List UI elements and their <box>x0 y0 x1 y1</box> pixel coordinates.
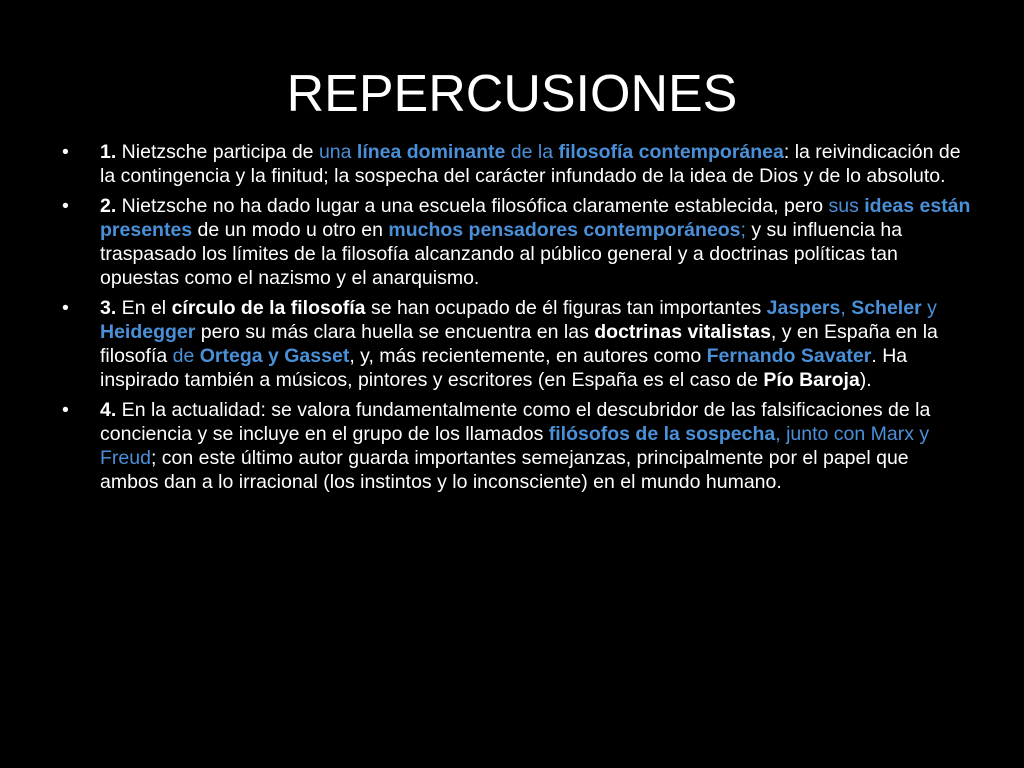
bullet-dot-icon: • <box>62 297 69 319</box>
text-segment: Nietzsche participa de <box>116 141 319 163</box>
highlight-term: muchos pensadores contemporáneos <box>388 219 741 241</box>
bullet-number: 1. <box>100 141 117 163</box>
text-segment: Nietzsche no ha dado lugar a una escuela filosófica claramente establecida, pero <box>116 195 829 217</box>
bullet-text <box>100 399 930 493</box>
bold-term: Pío Baroja <box>763 369 860 391</box>
bullet-text <box>100 141 961 187</box>
bullet-dot-icon: • <box>62 141 69 163</box>
text-segment: En el <box>116 297 172 319</box>
bullet-dot-icon: • <box>62 399 69 421</box>
highlight-term: Fernando Savater <box>706 345 872 367</box>
highlight-segment: ; <box>740 219 746 241</box>
bullet-number: 2. <box>100 195 117 217</box>
bullet-number: 4. <box>100 399 117 421</box>
bullet-number: 3. <box>100 297 117 319</box>
highlight-segment: una <box>318 141 357 163</box>
bold-term: círculo de la filosofía <box>171 297 366 319</box>
bullet-list <box>62 140 972 500</box>
highlight-term: ideas están presentes <box>100 195 971 241</box>
highlight-segment: , junto con Marx y Freud <box>100 423 930 469</box>
bullet-item-2 <box>62 194 972 290</box>
bullet-dot-icon: • <box>62 195 69 217</box>
text-segment: se han ocupado de él figuras tan importantes <box>365 297 767 319</box>
bold-term: doctrinas vitalistas <box>594 321 771 343</box>
text-segment: pero su más clara huella se encuentra en las <box>195 321 595 343</box>
bullet-text <box>100 195 970 289</box>
text-segment: , y, más recientemente, en autores como <box>349 345 707 367</box>
highlight-term: filosofía contemporánea <box>558 141 784 163</box>
text-segment: y su influencia ha traspasado los límites de la filosofía alcanzando al público general y a doctrinas políticas tan opuestas como el nazismo y el anarquismo. <box>100 219 903 289</box>
bullet-text <box>100 297 938 391</box>
text-segment: ; con este último autor guarda importantes semejanzas, principalmente por el papel que ambos dan a lo irracional (los instintos y lo inconsciente) en el mundo humano. <box>100 447 909 493</box>
highlight-segment: , <box>840 297 852 319</box>
text-segment: . Ha inspirado también a músicos, pintores y escritores (en España es el caso de <box>100 345 908 391</box>
slide-title: REPERCUSIONES <box>286 65 738 123</box>
bullet-item-4 <box>62 398 972 494</box>
text-segment: : la reivindicación de la contingencia y la finitud; la sospecha del carácter infundado de la idea de Dios y de lo absoluto. <box>100 141 961 187</box>
highlight-term: línea dominante <box>356 141 506 163</box>
highlight-term: Heidegger <box>100 321 196 343</box>
text-segment: de un modo u otro en <box>192 219 389 241</box>
bullet-item-1 <box>62 140 972 188</box>
highlight-term: Jaspers <box>766 297 841 319</box>
text-segment: , y en España en la filosofía <box>100 321 938 367</box>
text-segment: ). <box>859 369 872 391</box>
highlight-segment: y <box>921 297 937 319</box>
text-segment: En la actualidad: se valora fundamentalmente como el descubridor de las falsificaciones de la conciencia y se incluye en el grupo de los llamados <box>100 399 931 445</box>
highlight-term: Ortega y Gasset <box>199 345 350 367</box>
highlight-term: filósofos de la sospecha <box>548 423 776 445</box>
highlight-term: Scheler <box>851 297 922 319</box>
highlight-segment: de la <box>505 141 559 163</box>
highlight-segment: sus <box>828 195 865 217</box>
highlight-segment: de <box>172 345 200 367</box>
bullet-item-3 <box>62 296 972 392</box>
